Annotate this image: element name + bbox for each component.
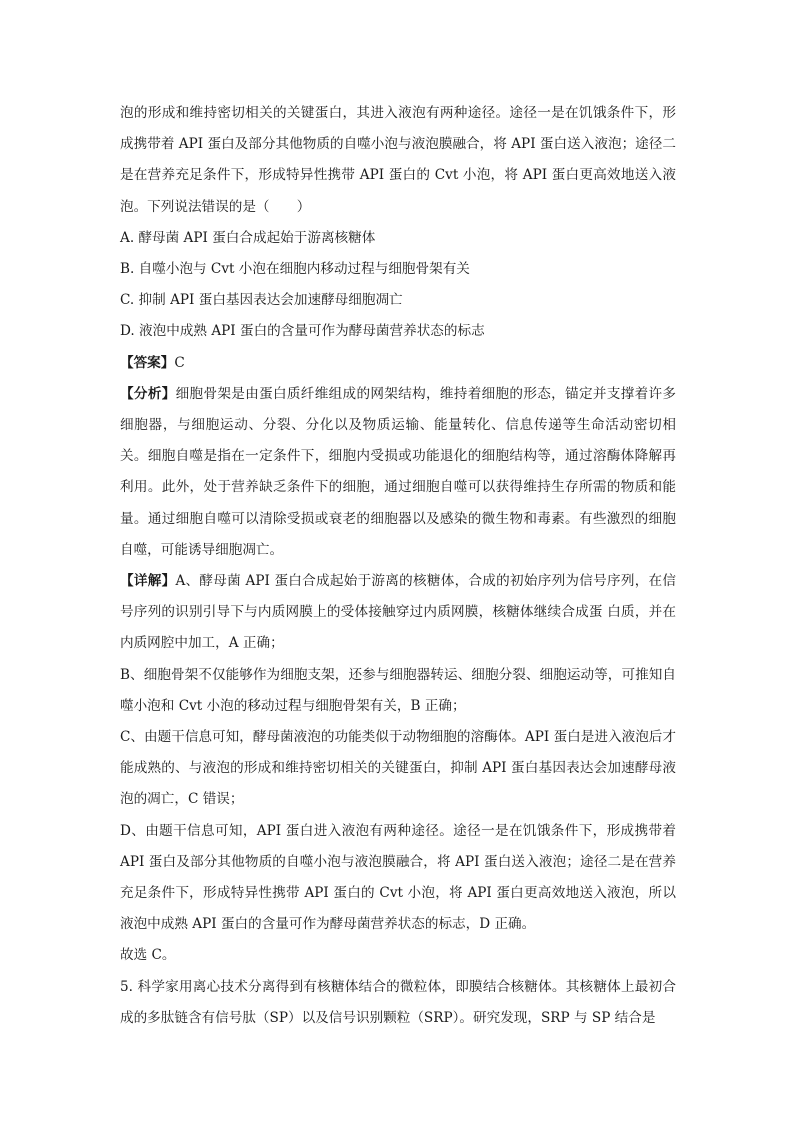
answer-line	[120, 348, 676, 379]
option-d: D. 液泡中成熟 API 蛋白的含量可作为酵母菌营养状态的标志	[120, 323, 485, 340]
option-a: A. 酵母菌 API 蛋白合成起始于游离核糖体	[120, 229, 376, 246]
analysis-tag: 【分析】	[120, 385, 176, 402]
document-content	[120, 98, 676, 1034]
option-c: C. 抑制 API 蛋白基因表达会加速酵母细胞凋亡	[120, 292, 403, 309]
option-b: B. 自噬小泡与 Cvt 小泡在细胞内移动过程与细胞骨架有关	[120, 261, 470, 278]
answer-value: C	[174, 354, 185, 371]
detail-paragraph-a	[120, 566, 676, 660]
detail-paragraph-c: C、由题干信息可知，酵母菌液泡的功能类似于动物细胞的溶酶体。API 蛋白是进入液泡后才能成熟的、与液泡的形成和维持密切相关的关键蛋白，抑制 API 蛋白基因表达会加速酵母液泡的凋亡，C 错误；	[120, 729, 676, 808]
analysis-paragraph	[120, 379, 676, 566]
detail-paragraph-b: B、细胞骨架不仅能够作为细胞支架，还参与细胞器转运、细胞分裂、细胞运动等，可推知自噬小泡和 Cvt 小泡的移动过程与细胞骨架有关，B 正确；	[120, 666, 676, 714]
detail-paragraph-d: D、由题干信息可知，API 蛋白进入液泡有两种途径。途径一是在饥饿条件下，形成携带着 API 蛋白及部分其他物质的自噬小泡与液泡膜融合，将 API 蛋白送入液泡；途径二是在营养充足条件下，形成特异性携带 API 蛋白的 Cvt 小泡，将 API 蛋白更高效地送入液泡，所以液泡中成熟 API 蛋白的含量可作为酵母菌营养状态的标志，D 正确。	[120, 822, 676, 933]
question-intro: 泡的形成和维持密切相关的关键蛋白，其进入液泡有两种途径。途径一是在饥饿条件下，形成携带着 API 蛋白及部分其他物质的自噬小泡与液泡膜融合，将 API 蛋白送入液泡；途径二是在营养充足条件下，形成特异性携带 API 蛋白的 Cvt 小泡，将 API 蛋白更高效地送入液泡。下列说法错误的是（ ）	[120, 105, 676, 215]
detail-text-a: A、酵母菌 API 蛋白合成起始于游离的核糖体，合成的初始序列为信号序列，在信号序列的识别引导下与内质网膜上的受体接触穿过内质网膜，核糖体继续合成蛋 白质，并在内质网腔中加工，A 正确；	[120, 573, 677, 652]
next-question: 5. 科学家用离心技术分离得到有核糖体结合的微粒体，即膜结合核糖体。其核糖体上最初合成的多肽链含有信号肽（SP）以及信号识别颗粒（SRP）。研究发现，SRP 与 SP 结合是	[120, 978, 676, 1026]
detail-tag: 【详解】	[120, 573, 176, 590]
conclusion: 故选 C。	[120, 947, 176, 964]
answer-tag: 【答案】	[120, 354, 175, 371]
analysis-text: 细胞骨架是由蛋白质纤维组成的网架结构，维持着细胞的形态，锚定并支撑着许多细胞器，与细胞运动、分裂、分化以及物质运输、能量转化、信息传递等生命活动密切相关。细胞自噬是指在一定条件下，细胞内受损或功能退化的细胞结构等，通过溶酶体降解再利用。此外，处于营养缺乏条件下的细胞，通过细胞自噬可以获得维持生存所需的物质和能量。通过细胞自噬可以清除受损或衰老的细胞器以及感染的微生物和毒素。有些激烈的细胞自噬，可能诱导细胞凋亡。	[120, 385, 677, 558]
